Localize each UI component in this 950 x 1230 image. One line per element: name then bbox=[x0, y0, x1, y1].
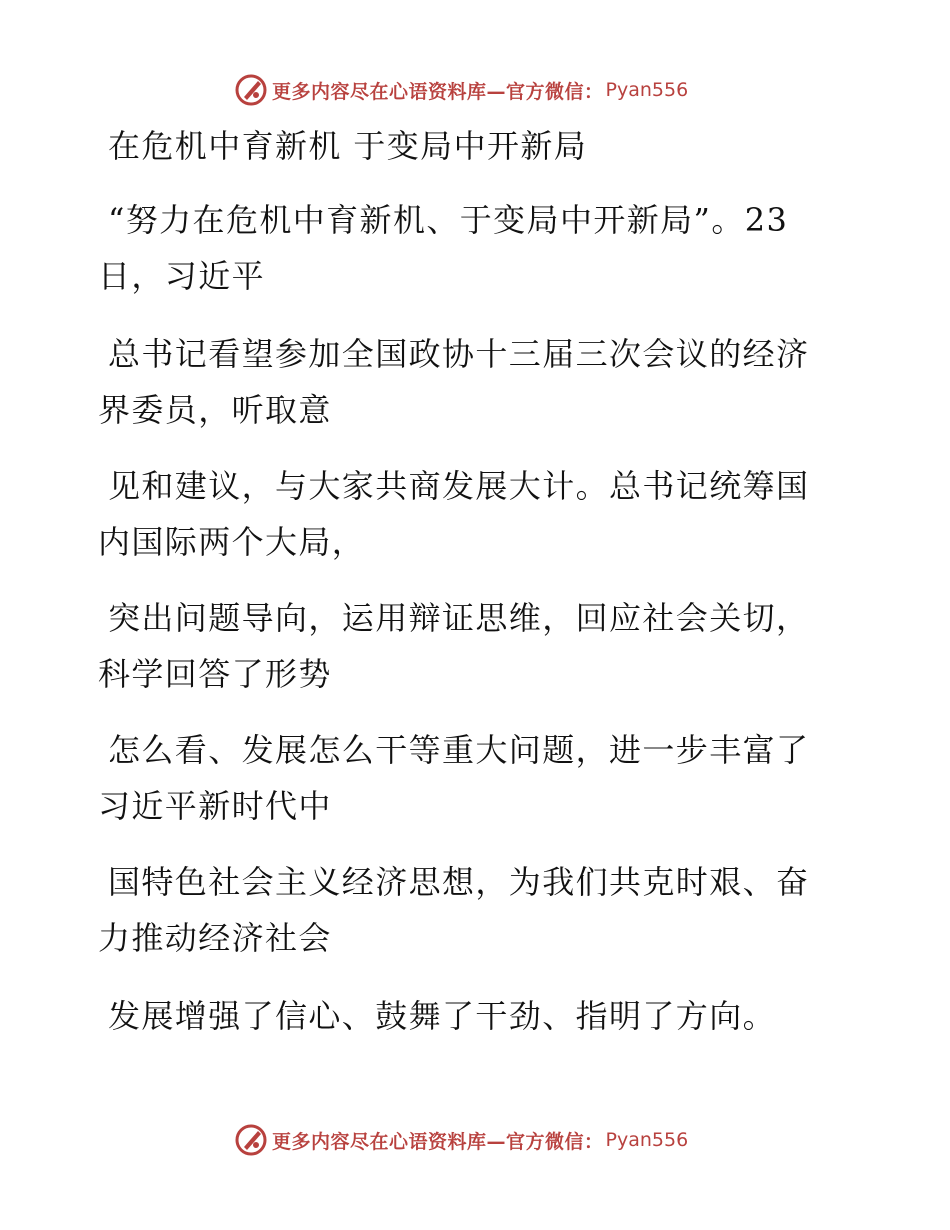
paragraph-line: 内国际两个大局， bbox=[98, 523, 366, 561]
watermark-text: 更多内容尽在心语资料库—官方微信： bbox=[272, 80, 604, 103]
paragraph-line: 突出问题导向，运用辩证思维，回应社会关切， bbox=[108, 599, 810, 637]
paragraph-line: 习近平新时代中 bbox=[98, 787, 332, 825]
watermark-wechat-id: Pyan556 bbox=[605, 79, 689, 101]
pen-seal-icon bbox=[234, 1123, 268, 1157]
paragraph-line: 发展增强了信心、鼓舞了干劲、指明了方向。 bbox=[108, 997, 777, 1035]
paragraph-line: 怎么看、发展怎么干等重大问题，进一步丰富了 bbox=[108, 731, 810, 769]
footer-watermark bbox=[234, 1122, 688, 1158]
paragraph-line: 科学回答了形势 bbox=[98, 655, 332, 693]
pen-seal-icon bbox=[234, 73, 268, 107]
watermark-text: 更多内容尽在心语资料库—官方微信： bbox=[272, 1130, 604, 1153]
document-title: 在危机中育新机 于变局中开新局 bbox=[108, 127, 588, 165]
paragraph-line: 界委员，听取意 bbox=[98, 391, 332, 429]
header-watermark bbox=[234, 72, 688, 108]
paragraph-line: 力推动经济社会 bbox=[98, 919, 332, 957]
paragraph-line: “努力在危机中育新机、于变局中开新局”。23 bbox=[108, 201, 789, 239]
paragraph-line: 日，习近平 bbox=[98, 257, 266, 295]
paragraph-line: 总书记看望参加全国政协十三届三次会议的经济 bbox=[108, 335, 810, 373]
paragraph-line: 见和建议，与大家共商发展大计。总书记统筹国 bbox=[108, 467, 810, 505]
paragraph-line: 国特色社会主义经济思想，为我们共克时艰、奋 bbox=[108, 863, 810, 901]
watermark-wechat-id: Pyan556 bbox=[605, 1129, 689, 1151]
